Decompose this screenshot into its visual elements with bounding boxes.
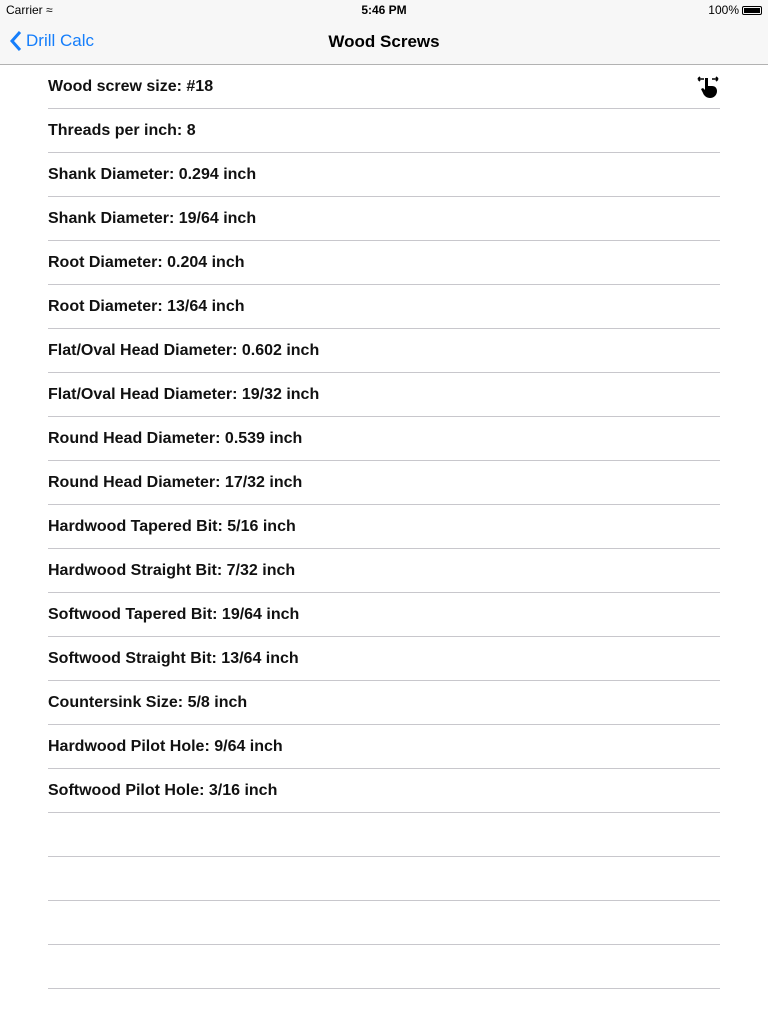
results-list xyxy=(0,65,768,989)
carrier: Carrier ≈ xyxy=(6,3,53,17)
list-item xyxy=(48,593,720,637)
battery: 100% xyxy=(708,3,762,17)
list-item xyxy=(48,549,720,593)
list-item xyxy=(48,329,720,373)
list-item xyxy=(48,813,720,857)
list-item xyxy=(48,417,720,461)
list-item-label: Flat/Oval Head Diameter: 0.602 inch xyxy=(48,341,320,359)
list-item xyxy=(48,109,720,153)
wifi-icon: ≈ xyxy=(46,3,53,17)
navigation-bar xyxy=(0,20,768,65)
list-item-label: Softwood Straight Bit: 13/64 inch xyxy=(48,649,299,667)
list-item-label: Softwood Tapered Bit: 19/64 inch xyxy=(48,605,300,623)
list-item-label: Hardwood Pilot Hole: 9/64 inch xyxy=(48,737,283,755)
list-item-label: Root Diameter: 0.204 inch xyxy=(48,253,245,271)
list-item-label: Hardwood Straight Bit: 7/32 inch xyxy=(48,561,296,579)
list-item-label: Root Diameter: 13/64 inch xyxy=(48,297,245,315)
list-item xyxy=(48,197,720,241)
list-item-label: Flat/Oval Head Diameter: 19/32 inch xyxy=(48,385,320,403)
list-item xyxy=(48,373,720,417)
list-item xyxy=(48,461,720,505)
clock: 5:46 PM xyxy=(361,3,407,17)
list-item xyxy=(48,945,720,989)
list-item xyxy=(48,505,720,549)
list-item xyxy=(48,241,720,285)
list-item xyxy=(48,65,720,109)
list-item xyxy=(48,153,720,197)
list-item-label: Round Head Diameter: 0.539 inch xyxy=(48,429,303,447)
list-item-label: Countersink Size: 5/8 inch xyxy=(48,693,248,711)
list-item-label: Threads per inch: 8 xyxy=(48,121,196,139)
list-item xyxy=(48,901,720,945)
list-item xyxy=(48,637,720,681)
list-item-label: Shank Diameter: 19/64 inch xyxy=(48,209,257,227)
back-label: Drill Calc xyxy=(26,31,94,50)
list-item-label: Round Head Diameter: 17/32 inch xyxy=(48,473,303,491)
swipe-gesture-icon[interactable] xyxy=(696,75,720,104)
list-item-label: Shank Diameter: 0.294 inch xyxy=(48,165,257,183)
list-item xyxy=(48,857,720,901)
list-item-label: Softwood Pilot Hole: 3/16 inch xyxy=(48,781,278,799)
list-item-label: Hardwood Tapered Bit: 5/16 inch xyxy=(48,517,296,535)
list-item xyxy=(48,725,720,769)
status-bar xyxy=(0,0,768,20)
page-title: Wood Screws xyxy=(328,32,440,51)
list-item xyxy=(48,681,720,725)
battery-icon xyxy=(742,6,762,15)
list-item xyxy=(48,769,720,813)
list-item-label: Wood screw size: #18 xyxy=(48,77,214,95)
list-item xyxy=(48,285,720,329)
